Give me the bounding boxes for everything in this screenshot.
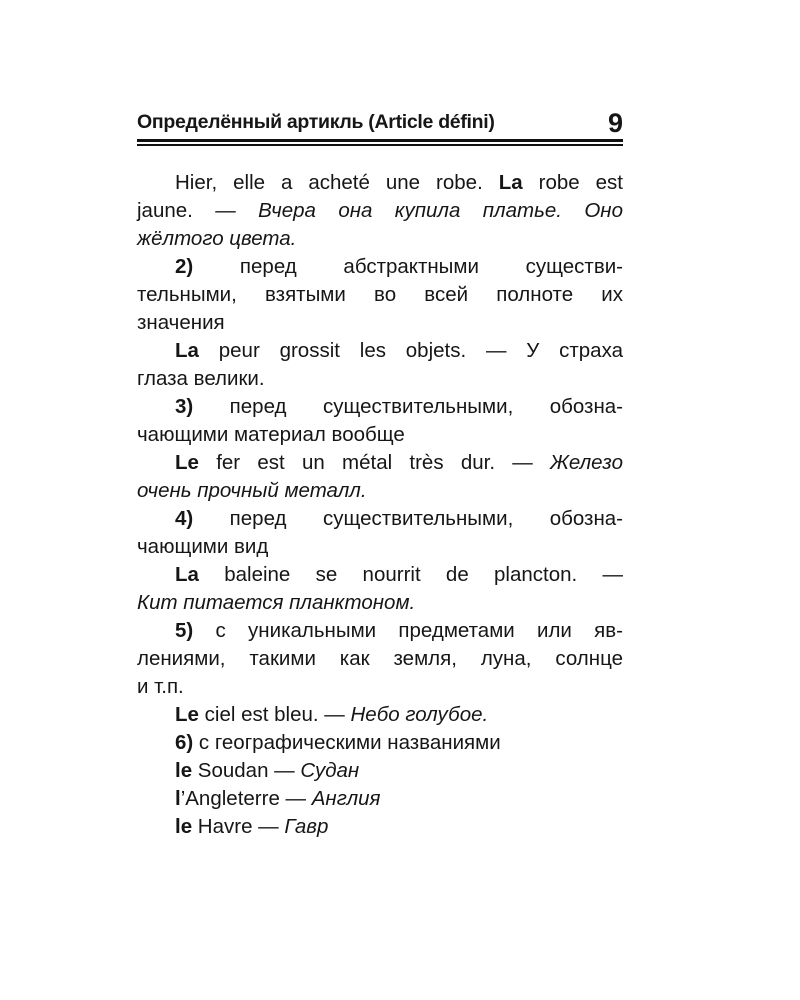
paragraph bbox=[137, 785, 623, 813]
paragraph bbox=[137, 561, 623, 617]
text-run: jaune. — bbox=[137, 199, 259, 222]
paragraph bbox=[137, 701, 623, 729]
text-line bbox=[137, 645, 623, 673]
text-run: с уникальными предметами или яв- bbox=[193, 619, 623, 642]
text-run: La bbox=[498, 171, 523, 194]
text-run: robe est bbox=[522, 171, 623, 194]
text-run: очень прочный металл. bbox=[137, 479, 367, 502]
text-run: Soudan — bbox=[192, 759, 301, 782]
text-line bbox=[137, 505, 623, 533]
page-header bbox=[137, 110, 623, 146]
text-run: fer est un métal très dur. — bbox=[198, 451, 551, 474]
paragraph bbox=[137, 729, 623, 757]
text-run: Havre — bbox=[192, 815, 285, 838]
text-run: 6) bbox=[175, 731, 194, 754]
text-line bbox=[137, 253, 623, 281]
paragraph bbox=[137, 757, 623, 785]
paragraph bbox=[137, 449, 623, 505]
text-run: ciel est bleu. — bbox=[198, 703, 351, 726]
text-line bbox=[137, 785, 623, 813]
text-run: жёлтого цвета. bbox=[137, 227, 297, 250]
text-line bbox=[137, 393, 623, 421]
text-line bbox=[137, 281, 623, 309]
text-run: Небо голубое. bbox=[350, 703, 489, 726]
text-run: перед абстрактными существи- bbox=[193, 255, 623, 278]
text-line bbox=[137, 197, 623, 225]
text-run: глаза велики. bbox=[137, 367, 265, 390]
text-line bbox=[137, 757, 623, 785]
text-line bbox=[137, 673, 623, 701]
paragraph bbox=[137, 337, 623, 393]
text-run: Le bbox=[175, 703, 199, 726]
chapter-title: Определённый артикль (Article défini) bbox=[137, 111, 495, 133]
text-line bbox=[137, 813, 623, 841]
text-run: лениями, такими как земля, луна, солнце bbox=[137, 647, 623, 670]
text-run: Le bbox=[175, 451, 199, 474]
paragraph bbox=[137, 169, 623, 253]
text-line bbox=[137, 449, 623, 477]
text-run: Судан bbox=[300, 759, 360, 782]
text-run: значения bbox=[137, 311, 225, 334]
text-run: le bbox=[175, 815, 193, 838]
text-run: La bbox=[175, 563, 199, 586]
text-line bbox=[137, 701, 623, 729]
text-run: перед существительными, обозна- bbox=[193, 395, 623, 418]
paragraph bbox=[137, 617, 623, 701]
text-run: baleine se nourrit de plancton. — bbox=[198, 563, 623, 586]
text-line bbox=[137, 365, 623, 393]
text-run: 2) bbox=[175, 255, 194, 278]
text-run: 3) bbox=[175, 395, 194, 418]
paragraph bbox=[137, 505, 623, 561]
text-line bbox=[137, 309, 623, 337]
text-run: le bbox=[175, 759, 193, 782]
paragraph bbox=[137, 393, 623, 449]
text-line bbox=[137, 589, 623, 617]
text-run: тельными, взятыми во всей полноте их bbox=[137, 283, 623, 306]
text-run: Гавр bbox=[284, 815, 329, 838]
text-run: Hier, elle a acheté une robe. bbox=[175, 171, 499, 194]
text-run: перед существительными, обозна- bbox=[193, 507, 623, 530]
text-run: peur grossit les objets. — У страха bbox=[198, 339, 623, 362]
header-rule bbox=[137, 139, 623, 146]
text-run: l bbox=[175, 787, 181, 810]
page-body bbox=[137, 169, 623, 841]
header-rule-thick bbox=[137, 139, 623, 142]
text-line bbox=[137, 477, 623, 505]
text-run: с географическими названиями bbox=[193, 731, 501, 754]
text-run: Железо bbox=[550, 451, 623, 474]
text-line bbox=[137, 617, 623, 645]
text-run: Англия bbox=[311, 787, 381, 810]
text-line bbox=[137, 533, 623, 561]
text-run: ’Angleterre — bbox=[180, 787, 312, 810]
paragraph bbox=[137, 813, 623, 841]
text-line bbox=[137, 337, 623, 365]
running-head bbox=[137, 110, 623, 139]
text-line bbox=[137, 421, 623, 449]
text-run: чающими вид bbox=[137, 535, 269, 558]
text-line bbox=[137, 225, 623, 253]
text-run: чающими материал вообще bbox=[137, 423, 405, 446]
text-line bbox=[137, 729, 623, 757]
header-rule-thin bbox=[137, 144, 623, 146]
text-line bbox=[137, 169, 623, 197]
text-run: 5) bbox=[175, 619, 194, 642]
text-run: Кит питается планктоном. bbox=[137, 591, 416, 614]
paragraph bbox=[137, 253, 623, 337]
text-line bbox=[137, 561, 623, 589]
text-run: 4) bbox=[175, 507, 194, 530]
text-run: Вчера она купила платье. Оно bbox=[258, 199, 623, 222]
text-run: La bbox=[175, 339, 199, 362]
page-number: 9 bbox=[607, 108, 623, 138]
text-run: и т.п. bbox=[137, 675, 184, 698]
